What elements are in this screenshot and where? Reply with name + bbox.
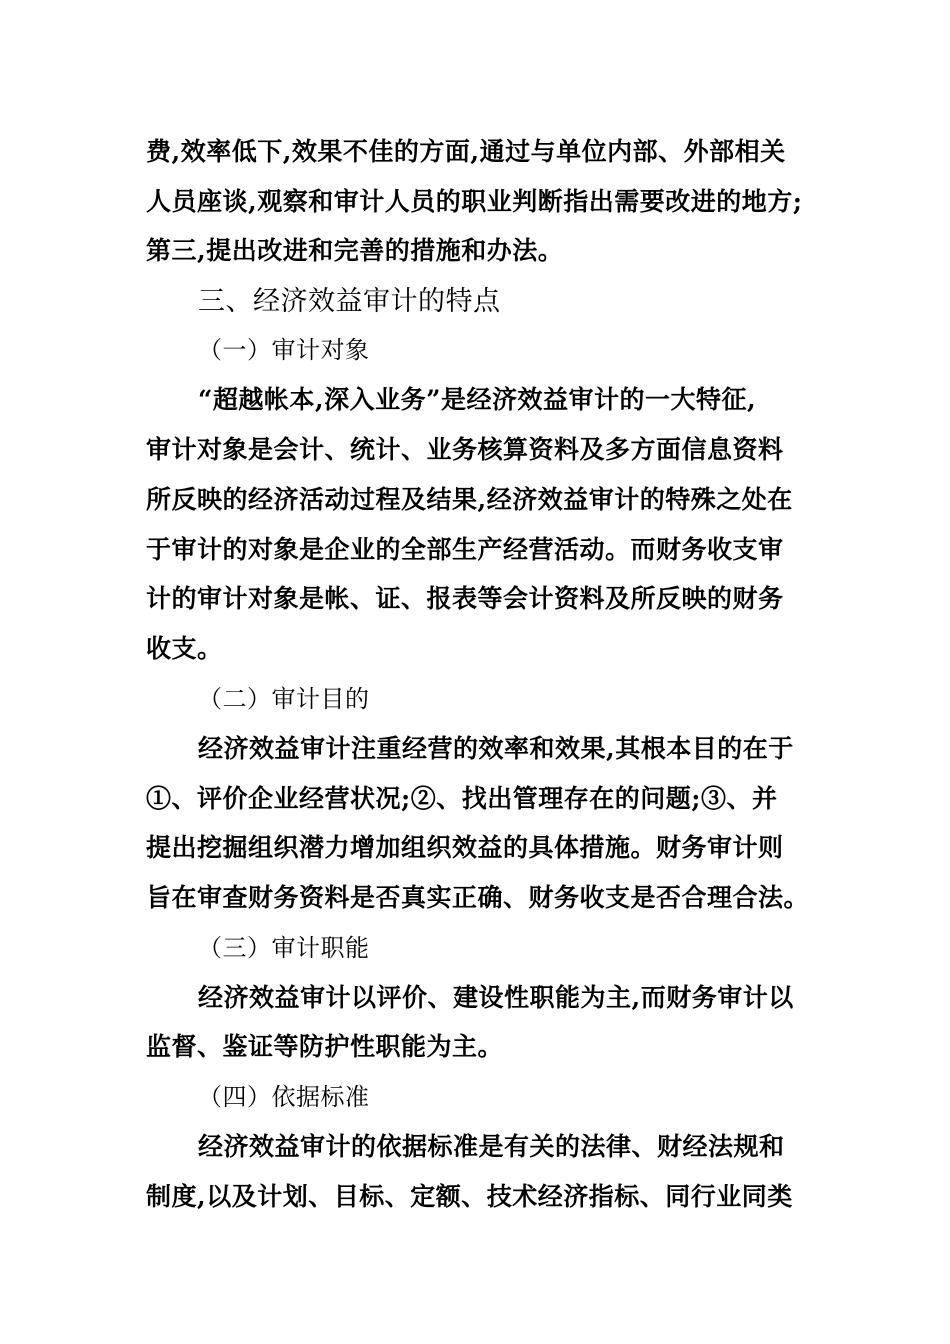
body-text-line: 费,效率低下,效果不佳的方面,通过与单位内部、外部相关 (146, 137, 786, 166)
subsection-heading: （四）依据标准 (198, 1083, 370, 1111)
body-text-line: 计的审计对象是帐、证、报表等会计资料及所反映的财务 (146, 584, 784, 613)
body-text-line: 监督、鉴证等防护性职能为主。 (146, 1032, 504, 1061)
body-text-line: “超越帐本,深入业务”是经济效益审计的一大特征, (198, 385, 757, 414)
subsection-heading: （二）审计目的 (198, 685, 370, 713)
body-text-line: 人员座谈,观察和审计人员的职业判断指出需要改进的地方; (146, 187, 803, 216)
body-text-line: 收支。 (146, 634, 223, 663)
body-text-line: 提出挖掘组织潜力增加组织效益的具体措施。财务审计则 (146, 833, 784, 862)
body-text-line: 旨在审查财务资料是否真实正确、财务收支是否合理合法。 (146, 883, 810, 912)
subsection-heading: （一）审计对象 (198, 336, 370, 364)
body-text-line: ①、评价企业经营状况;②、找出管理存在的问题;③、并 (146, 784, 778, 813)
body-text-line: 经济效益审计注重经营的效率和效果,其根本目的在于 (198, 734, 794, 763)
body-text-line: 经济效益审计的依据标准是有关的法律、财经法规和 (198, 1132, 785, 1161)
body-text-line: 经济效益审计以评价、建设性职能为主,而财务审计以 (198, 983, 794, 1012)
body-text-line: 所反映的经济活动过程及结果,经济效益审计的特殊之处在 (146, 485, 793, 514)
body-text-line: 第三,提出改进和完善的措施和办法。 (146, 236, 564, 265)
body-text-line: 于审计的对象是企业的全部生产经营活动。而财务收支审 (146, 535, 784, 564)
subsection-heading: （三）审计职能 (198, 934, 370, 962)
section-heading: 三、经济效益审计的特点 (198, 286, 501, 317)
body-text-line: 制度,以及计划、目标、定额、技术经济指标、同行业同类 (146, 1182, 793, 1211)
body-text-line: 审计对象是会计、统计、业务核算资料及多方面信息资料 (146, 435, 784, 464)
